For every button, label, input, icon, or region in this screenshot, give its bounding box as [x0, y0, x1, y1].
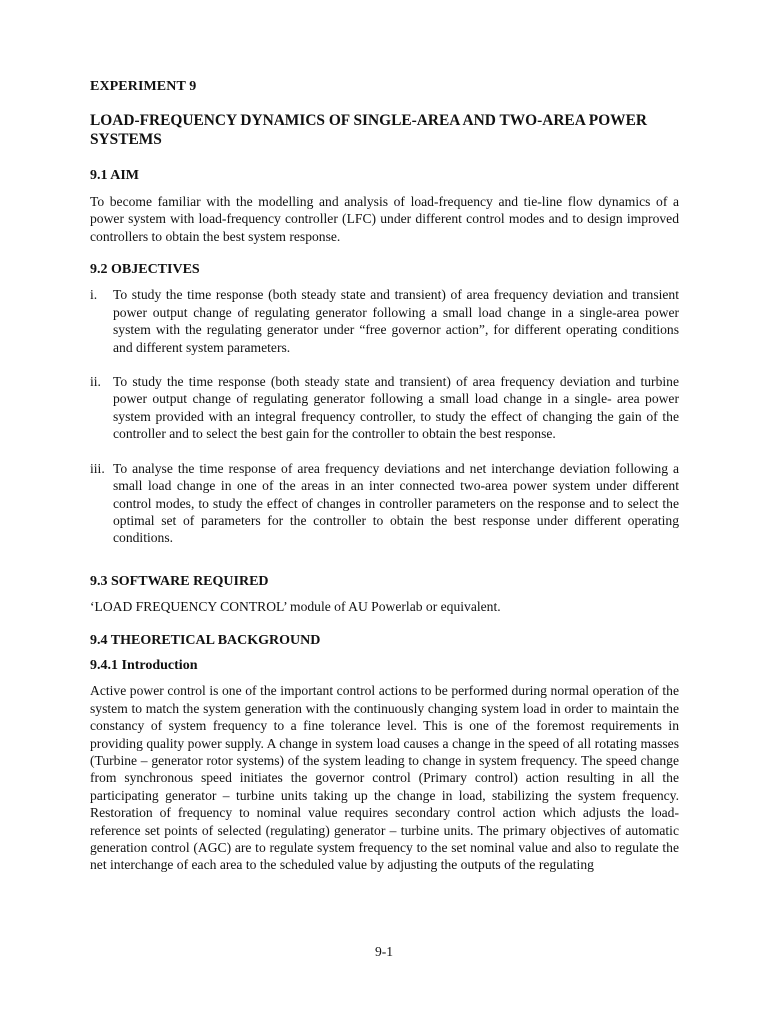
objective-number: ii.: [90, 374, 101, 390]
objectives-heading: 9.2 OBJECTIVES: [90, 262, 200, 278]
introduction-paragraph: Active power control is one of the important control actions to be performed during normal operation of the system to match the system generation with the continuously changing system load in order to maintain the constancy of system frequency to a fine tolerance level. This is one of the foremost requirements in providing quality power supply. A change in system load causes a change in the speed of all rotating masses (Turbine – generator rotor systems) of the system leading to change in system frequency. The speed change from synchronous speed initiates the governor control (Primary control) action resulting in all the participating generator – turbine units taking up the change in load, stabilizing the system frequency. Restoration of frequency to nominal value requires secondary control action which adjusts the load-reference set points of selected (regulating) generator – turbine units. The primary objectives of automatic generation control (AGC) are to regulate system frequency to the set nominal value and also to regulate the net interchange of each area to the scheduled value by adjusting the outputs of the regulating: [90, 683, 679, 873]
objective-number: iii.: [90, 460, 105, 476]
document-title: LOAD-FREQUENCY DYNAMICS OF SINGLE-AREA AND TWO-AREA POWER SYSTEMS: [90, 112, 647, 149]
software-paragraph: ‘LOAD FREQUENCY CONTROL’ module of AU Powerlab or equivalent.: [90, 599, 501, 615]
software-heading: 9.3 SOFTWARE REQUIRED: [90, 573, 269, 589]
aim-paragraph: To become familiar with the modelling and analysis of load-frequency and tie-line flow dynamics of a power system with load-frequency controller (LFC) under different control modes and to design improved controllers to obtain the best system response.: [90, 193, 679, 244]
page-number: 9-1: [374, 944, 394, 959]
objective-number: i.: [90, 287, 98, 303]
objective-text: To study the time response (both steady state and transient) of area frequency deviation and turbine power output change of regulating generator following a small load change in a single- area power system provided with an integral frequency controller, to study the effect of changing the gain of the controller and to select the best gain for the controller to obtain the best response.: [113, 374, 679, 442]
introduction-heading: 9.4.1 Introduction: [90, 657, 198, 673]
aim-heading: 9.1 AIM: [90, 168, 139, 184]
objective-text: To analyse the time response of area frequency deviations and net interchange deviation following a small load change in one of the areas in an inter connected two-area power system under different control modes, to study the effect of changes in controller parameters on the response and to select the optimal set of parameters for the controller to obtain the best response under different operating conditions.: [113, 460, 679, 546]
objective-item-1: [90, 286, 679, 356]
theory-heading: 9.4 THEORETICAL BACKGROUND: [90, 632, 321, 648]
objective-item-3: [90, 460, 679, 547]
experiment-label: EXPERIMENT 9: [90, 79, 197, 94]
document-page: [90, 78, 679, 890]
objective-item-2: [90, 373, 679, 443]
objective-text: To study the time response (both steady state and transient) of area frequency deviation and transient power output change of regulating generator following a small load change in a single-area power system with the regulating generator under “free governor action”, for different operating conditions and different system parameters.: [113, 287, 679, 355]
objectives-list: [90, 286, 679, 546]
